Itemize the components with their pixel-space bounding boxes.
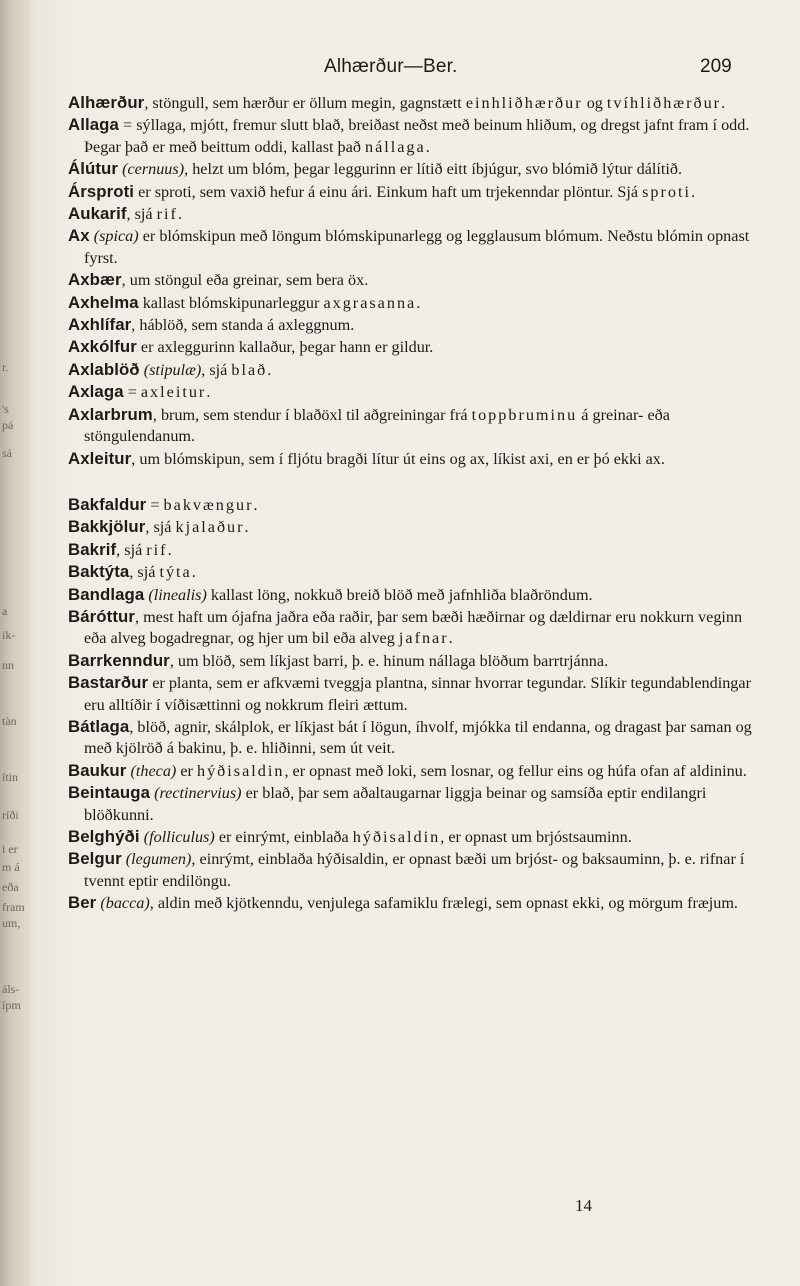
entry-term: Bandlaga [68, 584, 145, 604]
glossary-entry [68, 606, 758, 650]
entry-term: Axlarbrum [68, 404, 153, 424]
page-number: 209 [700, 56, 732, 77]
glossary-entry [68, 158, 758, 180]
definition-text: og [582, 94, 607, 112]
entry-separator: = [118, 116, 137, 135]
entry-term: Belghýði [68, 827, 140, 846]
entry-term: Ársproti [68, 181, 135, 201]
entry-term: Axhelma [68, 292, 139, 312]
definition-text: sýllaga, mjótt, fremur slutt blað, breiðast neðst með beinum hliðum, og dregst jafnt fram í odd. Þegar það er með beittum oddi, kallast það [84, 116, 750, 156]
definition-text: . [448, 629, 453, 648]
definition-text: . [721, 94, 726, 112]
cross-reference: sproti [642, 182, 691, 201]
definition-text: brum, sem stendur í blaðöxl til aðgreiningar frá [160, 405, 472, 424]
entry-separator: , [135, 607, 144, 626]
definition-text: er axleggurinn kallaður, þegar hann er gildur. [140, 338, 434, 357]
glossary-entries [68, 92, 758, 915]
glossary-entry [68, 269, 758, 291]
margin-fragment: áls- [2, 982, 20, 996]
entry-term: Ber [68, 893, 97, 913]
definition-text: blöð, agnir, skálplok, er líkjast bát í lögun, íhvolf, mjókka til endanna, og dragast þar saman og með kjölröð á bakinu, þ. e. hliðinni, sem út veit. [84, 717, 752, 758]
entry-separator: , [126, 205, 135, 224]
definition-text: er blómskipun með löngum blómskipunarlegg og legglausum blómum. Neðstu blómin opnast fyrst. [84, 227, 750, 267]
definition-text: , aldin með kjötkenndu, venjulega safamiklu frælegi, sem opnast ekki, og mörgum fræjum. [149, 894, 738, 913]
entry-term: Allaga [68, 115, 119, 135]
entry-separator: , [152, 405, 161, 424]
definition-text: . [167, 540, 172, 559]
entry-term: Álútur [68, 159, 119, 179]
glossary-entry [68, 716, 758, 760]
latin-term: (legumen) [125, 850, 192, 869]
definition-text: er sproti, sem vaxið hefur á einu ári. Einkum haft um trjekenndar plöntur. Sjá [138, 182, 643, 201]
running-head [0, 56, 800, 82]
latin-term: (linealis) [148, 585, 207, 604]
glossary-entry [68, 181, 758, 203]
glossary-entry [68, 516, 758, 538]
margin-fragment: a [2, 604, 8, 618]
margin-fragment: ríði [2, 808, 19, 822]
entry-term: Axleitur [68, 448, 132, 468]
glossary-entry [68, 336, 758, 358]
latin-term: (folliculus) [143, 828, 215, 846]
definition-text: sjá [137, 563, 160, 582]
glossary-entry [68, 92, 758, 114]
glossary-entry [68, 584, 758, 606]
cross-reference: axleitur [140, 383, 207, 402]
definition-text: . [177, 205, 182, 224]
cross-reference: nállaga [364, 137, 426, 156]
cross-reference: kjalaður [175, 518, 245, 537]
latin-term: (stipulæ) [143, 360, 202, 379]
definition-text: háblöð, sem standa á axleggnum. [139, 316, 355, 335]
entry-term: Ax [68, 226, 90, 246]
entry-term: Barrkenndur [68, 650, 170, 670]
glossary-entry [68, 650, 758, 672]
cross-reference: jafnar [398, 629, 449, 648]
margin-fragment: r. [2, 360, 9, 374]
definition-text: . [425, 137, 430, 156]
definition-text: , er opnast um brjóstsauminn. [440, 828, 632, 846]
entry-term: Bátlaga [68, 716, 130, 736]
glossary-entry [68, 782, 758, 826]
definition-text: um blómskipun, sem í fljótu bragði lítur út eins og ax, líkist axi, en er þó ekki ax. [139, 449, 665, 468]
definition-text: stöngull, sem hærður er öllum megin, gagnstætt [152, 94, 466, 112]
definition-text: . [244, 518, 249, 537]
entry-separator: , [121, 271, 130, 290]
margin-fragment: tàn [2, 714, 17, 728]
margin-fragment: ítin [2, 770, 19, 784]
margin-fragment: um, [2, 916, 21, 930]
definition-text: . [267, 360, 272, 379]
margin-fragment: eða [2, 880, 19, 894]
glossary-entry [68, 848, 758, 892]
glossary-entry [68, 539, 758, 561]
cross-reference: hýðisaldin [352, 828, 441, 846]
definition-text: . [191, 563, 196, 582]
definition-text: er einrýmt, einblaða [214, 828, 353, 846]
glossary-entry [68, 448, 758, 470]
entry-separator: , [131, 449, 140, 468]
glossary-entry [68, 225, 758, 269]
entry-term: Axkólfur [68, 337, 137, 357]
definition-text: , helzt um blóm, þegar leggurinn er lítið eitt íbjúgur, svo blómið lýtur dálítið. [184, 160, 683, 179]
entry-term: Belgur [68, 849, 122, 869]
glossary-entry [68, 292, 758, 314]
cross-reference: bakvængur [163, 495, 254, 514]
definition-text: kallast löng, nokkuð breið blöð með jafnhliða blaðröndum. [206, 585, 593, 604]
latin-term: (spica) [93, 227, 139, 246]
definition-text: mest haft um ójafna jaðra eða raðir, þar sem bæði hæðirnar og dældirnar eru nokkurn veginn eða alveg bogadregnar, og hjer um bil eða alveg [84, 607, 743, 648]
entry-term: Báróttur [68, 606, 135, 626]
latin-term: (cernuus) [122, 160, 185, 179]
glossary-entry [68, 826, 758, 848]
definition-text: sjá [124, 540, 147, 559]
glossary-entry [68, 114, 758, 158]
running-title: Alhærður—Ber. [324, 56, 458, 77]
entry-term: Axlaga [68, 382, 124, 402]
cross-reference: toppbruminu [471, 405, 578, 424]
margin-fragment: m á [2, 860, 20, 874]
entry-term: Bakkjölur [68, 517, 146, 537]
facing-page-bleed [0, 0, 30, 1286]
latin-term: (theca) [130, 761, 177, 780]
entry-term: Alhærður [68, 93, 145, 112]
margin-fragment: nn [2, 658, 14, 672]
cross-reference: týta [159, 563, 192, 582]
section-gap [68, 470, 758, 494]
cross-reference: blað [231, 360, 268, 379]
definition-text: , einrýmt, einblaða hýðisaldin, er opnast bæði um brjóst- og baksauminn, þ. e. rifnar í tvennt eptir endilöngu. [84, 850, 745, 890]
entry-term: Axlablöð [68, 359, 140, 379]
signature-mark: 14 [575, 1196, 592, 1215]
definition-text: . [206, 383, 211, 402]
cross-reference: rif [156, 205, 178, 224]
glossary-entry [68, 314, 758, 336]
entry-term: Bakfaldur [68, 494, 147, 514]
definition-text: er [176, 761, 197, 780]
entry-separator: = [123, 383, 141, 402]
glossary-entry [68, 359, 758, 381]
glossary-entry [68, 672, 758, 716]
entry-separator: , [169, 651, 178, 670]
definition-text: . [690, 182, 695, 201]
definition-text: . [416, 293, 421, 312]
entry-term: Baukur [68, 760, 127, 780]
margin-fragment: sá [2, 446, 12, 460]
glossary-entry [68, 381, 758, 403]
glossary-entry [68, 203, 758, 225]
definition-text: . [253, 495, 258, 514]
latin-term: (rectinervius) [154, 784, 242, 803]
entry-term: Bastarður [68, 673, 149, 693]
definition-text: , sjá [201, 360, 232, 379]
entry-term: Axhlífar [68, 315, 132, 335]
entry-separator: , [116, 540, 125, 559]
definition-text: , er opnast með loki, sem losnar, og fellur eins og húfa ofan af aldininu. [284, 761, 747, 780]
cross-reference: axgrasanna [323, 293, 417, 312]
glossary-entry [68, 561, 758, 583]
cross-reference: tvíhliðhærður [606, 94, 722, 112]
entry-separator: , [129, 717, 138, 736]
glossary-entry [68, 892, 758, 914]
entry-separator: , [145, 518, 154, 537]
entry-term: Bakrif [68, 539, 117, 559]
cross-reference: hýðisaldin [196, 761, 285, 780]
margin-fragment: 's [2, 402, 9, 416]
margin-fragment: ípm [2, 998, 21, 1012]
entry-term: Baktýta [68, 562, 130, 582]
cross-reference: rif [146, 540, 168, 559]
entry-term: Beintauga [68, 783, 151, 803]
latin-term: (bacca) [100, 894, 150, 913]
definition-text: sjá [134, 205, 157, 224]
definition-text: er blað, þar sem aðaltaugarnar liggja beinar og samsíða eptir endilangri blöðkunni. [84, 784, 707, 824]
definition-text: um blöð, sem líkjast barri, þ. e. hinum nállaga blöðum barrtrjánna. [177, 651, 609, 670]
definition-text: um stöngul eða greinar, sem bera öx. [129, 271, 369, 290]
entry-separator: = [146, 495, 164, 514]
glossary-entry [68, 760, 758, 782]
glossary-entry [68, 404, 758, 448]
entry-separator: , [129, 563, 138, 582]
entry-term: Aukarif [68, 204, 127, 224]
definition-text: er planta, sem er afkvæmi tveggja plantna, sinnar hvorrar tegundar. Slíkir tegundablendingar eru alltíðir í víðisættinni og nokkrum fleiri ættum. [84, 674, 751, 714]
margin-fragment: fram [2, 900, 25, 914]
definition-text: kallast blómskipunarleggur [142, 293, 324, 312]
definition-text: sjá [153, 518, 176, 537]
margin-fragment: ik- [2, 628, 16, 642]
entry-separator: , [131, 316, 140, 335]
glossary-entry [68, 494, 758, 516]
entry-term: Axbær [68, 270, 122, 290]
definition-text: á greinar- eða stöngulendanum. [84, 405, 670, 446]
cross-reference: einhliðhærður [465, 94, 583, 112]
entry-separator: , [144, 94, 153, 112]
margin-fragment: pá [2, 418, 14, 432]
margin-fragment: i er [2, 842, 18, 856]
